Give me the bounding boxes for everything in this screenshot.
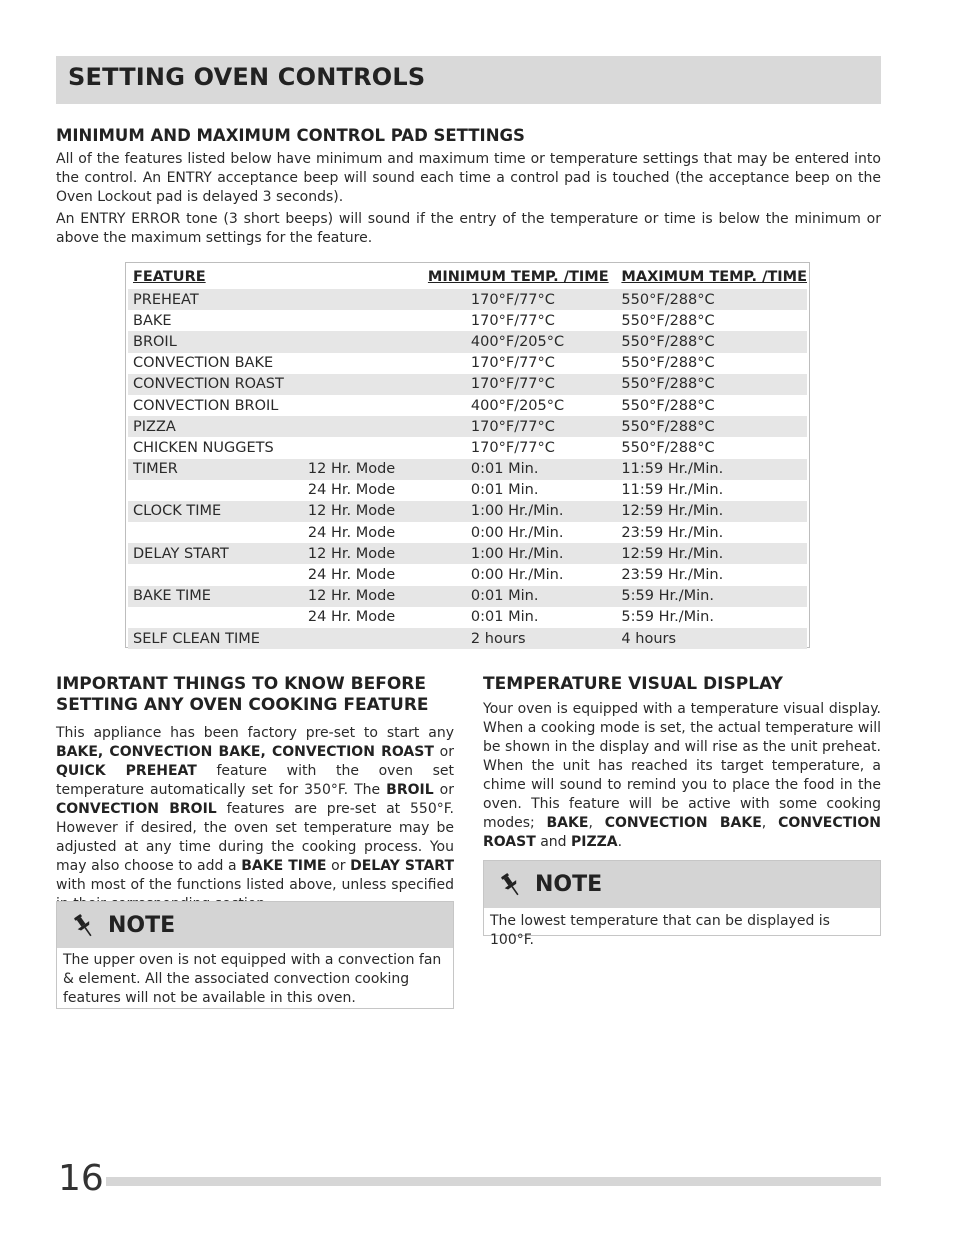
cell-minimum: 170°F/77°C (428, 416, 617, 437)
cell-minimum: 170°F/77°C (428, 289, 617, 310)
table-row (128, 289, 807, 310)
minmax-paragraph-1: All of the features listed below have minimum and maximum time or temperature settings that may be entered into the control. An ENTRY acceptance beep will sound each time a control pad is touched (the acceptance beep on the Oven Lockout pad is delayed 3 seconds). (56, 151, 881, 205)
table-row (128, 607, 807, 628)
temp-display-paragraph (483, 700, 881, 852)
cell-maximum: 5:59 Hr./Min. (621, 609, 714, 626)
note-label: NOTE (535, 872, 603, 897)
cell-maximum: 5:59 Hr./Min. (616, 586, 807, 607)
cell-maximum: 23:59 Hr./Min. (621, 567, 724, 584)
cell-mode: 24 Hr. Mode (307, 609, 396, 626)
table-row (128, 501, 807, 522)
cell-mode (303, 331, 428, 352)
page-title: SETTING OVEN CONTROLS (68, 63, 426, 91)
cell-mode (303, 310, 428, 331)
minmax-title: MINIMUM AND MAXIMUM CONTROL PAD SETTINGS (56, 126, 525, 145)
cell-minimum: 0:01 Min. (428, 586, 617, 607)
cell-mode: 12 Hr. Mode (303, 586, 428, 607)
text-run: or (433, 744, 454, 760)
cell-mode: 24 Hr. Mode (307, 482, 396, 499)
cell-feature (128, 564, 303, 585)
text-run: with most of the functions listed above, unless specified (56, 877, 454, 893)
text-run: Your oven is equipped with a temperature visual display. When a cooking mode is set, the actual temperature will be shown in the display and will rise as the unit preheat. When the unit has reached its target temperature, a chime will sound to remind you to place the food in the oven. This feature will be active with some cooking modes; (483, 701, 881, 831)
bold-run: CONVECTION BROIL (56, 801, 217, 817)
cell-minimum: 0:01 Min. (428, 459, 617, 480)
cell-mode (303, 374, 428, 395)
bold-run: BROIL (386, 782, 434, 798)
important-title-line2: SETTING ANY OVEN COOKING FEATURE (56, 695, 429, 715)
cell-maximum: 12:59 Hr./Min. (616, 501, 807, 522)
table-row (128, 480, 807, 501)
settings-table (128, 265, 807, 649)
cell-mode (303, 395, 428, 416)
cell-mode: 12 Hr. Mode (303, 543, 428, 564)
bold-run: PIZZA (571, 834, 618, 850)
section-banner (56, 56, 881, 104)
header-mode (303, 265, 428, 289)
cell-maximum: 4 hours (616, 628, 807, 649)
text-run: . (617, 834, 623, 850)
cell-maximum: 550°F/288°C (616, 289, 807, 310)
table-row (128, 564, 807, 585)
cell-feature: BROIL (128, 331, 303, 352)
header-feature: FEATURE (133, 269, 206, 285)
cell-mode: 12 Hr. Mode (303, 501, 428, 522)
table-body (128, 289, 807, 649)
note-box-lowest-temp (483, 860, 881, 948)
pushpin-icon (501, 873, 521, 897)
header-minimum: MINIMUM TEMP. /TIME (427, 269, 609, 285)
cell-maximum: 550°F/288°C (616, 374, 807, 395)
text-run: This appliance has been factory pre-set to start any (56, 725, 454, 741)
bold-run: BAKE, CONVECTION BAKE, CONVECTION ROAST (56, 744, 434, 760)
text-run: features are pre-set at 550°F. However if desired, the oven set temperature may be adjusted at any time during the cooking process. You may also choose to add a (56, 801, 454, 874)
cell-maximum: 550°F/288°C (621, 312, 715, 329)
note-header (57, 902, 453, 948)
cell-mode: 24 Hr. Mode (307, 524, 396, 541)
cell-feature: CONVECTION BAKE (133, 355, 274, 372)
temp-display-title: TEMPERATURE VISUAL DISPLAY (483, 674, 783, 694)
cell-feature: BAKE (133, 312, 172, 329)
text-run: or (326, 858, 351, 874)
table-row (128, 628, 807, 649)
cell-minimum: 170°F/77°C (470, 312, 555, 329)
table-header-row (128, 265, 807, 289)
cell-maximum: 550°F/288°C (621, 397, 715, 414)
cell-minimum: 0:00 Hr./Min. (470, 567, 564, 584)
cell-feature: SELF CLEAN TIME (128, 628, 303, 649)
cell-minimum: 2 hours (428, 628, 617, 649)
cell-mode (303, 289, 428, 310)
table-row (128, 522, 807, 543)
important-title-line1: IMPORTANT THINGS TO KNOW BEFORE (56, 674, 426, 694)
cell-maximum: 12:59 Hr./Min. (616, 543, 807, 564)
footer-rule (106, 1177, 881, 1186)
cell-maximum: 550°F/288°C (616, 331, 807, 352)
table-row (128, 395, 807, 416)
cell-feature: CONVECTION BROIL (133, 397, 279, 414)
page-number: 16 (58, 1158, 104, 1199)
cell-minimum: 1:00 Hr./Min. (428, 501, 617, 522)
table-row (128, 353, 807, 374)
table-row (128, 310, 807, 331)
table-row (128, 543, 807, 564)
table-row (128, 374, 807, 395)
text-run: feature with the oven set temperature automatically set for 350°F. The (56, 763, 454, 798)
cell-minimum: 0:00 Hr./Min. (470, 524, 564, 541)
text-run: and (535, 834, 572, 850)
important-title (56, 674, 429, 716)
bold-run: CONVECTION BAKE (604, 815, 762, 831)
cell-feature: TIMER (128, 459, 303, 480)
table-row (128, 416, 807, 437)
cell-feature (128, 607, 303, 628)
note-label: NOTE (108, 913, 176, 938)
note-header (484, 861, 880, 908)
pushpin-icon (74, 914, 94, 938)
cell-mode: 24 Hr. Mode (307, 567, 396, 584)
cell-mode: 12 Hr. Mode (303, 459, 428, 480)
cell-maximum: 550°F/288°C (616, 416, 807, 437)
text-run: , (588, 815, 605, 831)
table-row (128, 331, 807, 352)
cell-mode (303, 437, 428, 458)
note-box-upper-oven (56, 901, 454, 1009)
cell-maximum: 550°F/288°C (621, 439, 715, 456)
cell-minimum: 400°F/205°C (470, 397, 565, 414)
text-run: , (761, 815, 779, 831)
bold-run: BAKE TIME (241, 858, 327, 874)
cell-minimum: 170°F/77°C (470, 439, 555, 456)
cell-feature: CLOCK TIME (128, 501, 303, 522)
cell-feature (128, 522, 303, 543)
cell-minimum: 0:01 Min. (470, 609, 539, 626)
cell-mode (303, 628, 428, 649)
cell-minimum: 400°F/205°C (428, 331, 617, 352)
cell-feature (128, 480, 303, 501)
cell-feature: CONVECTION ROAST (128, 374, 303, 395)
cell-feature: BAKE TIME (128, 586, 303, 607)
table-row (128, 437, 807, 458)
cell-maximum: 23:59 Hr./Min. (621, 524, 724, 541)
cell-minimum: 1:00 Hr./Min. (428, 543, 617, 564)
table-row (128, 459, 807, 480)
cell-minimum: 170°F/77°C (428, 374, 617, 395)
text-run: or (433, 782, 454, 798)
cell-maximum: 11:59 Hr./Min. (616, 459, 807, 480)
cell-feature: PIZZA (128, 416, 303, 437)
cell-minimum: 0:01 Min. (470, 482, 539, 499)
cell-maximum: 550°F/288°C (621, 355, 715, 372)
cell-minimum: 170°F/77°C (470, 355, 555, 372)
important-paragraph (56, 724, 454, 914)
cell-feature: DELAY START (128, 543, 303, 564)
bold-run: QUICK PREHEAT (56, 763, 197, 779)
settings-table-container (125, 262, 810, 648)
header-maximum: MAXIMUM TEMP. /TIME (621, 269, 807, 285)
cell-mode (303, 416, 428, 437)
cell-feature: CHICKEN NUGGETS (133, 439, 274, 456)
cell-maximum: 11:59 Hr./Min. (621, 482, 724, 499)
bold-run: BAKE (546, 815, 589, 831)
table-row (128, 586, 807, 607)
cell-feature: PREHEAT (128, 289, 303, 310)
bold-run: CONVECTION ROAST (483, 815, 882, 850)
note-text: The lowest temperature that can be displayed is 100°F. (490, 913, 830, 948)
note-text: The upper oven is not equipped with a convection fan & element. All the associated convection cooking features will not be available in this oven. (63, 952, 442, 1006)
minmax-paragraph-2: An ENTRY ERROR tone (3 short beeps) will sound if the entry of the temperature or time is below the minimum or above the maximum settings for the feature. (56, 211, 881, 246)
bold-run: DELAY START (350, 858, 454, 874)
cell-mode (303, 353, 428, 374)
